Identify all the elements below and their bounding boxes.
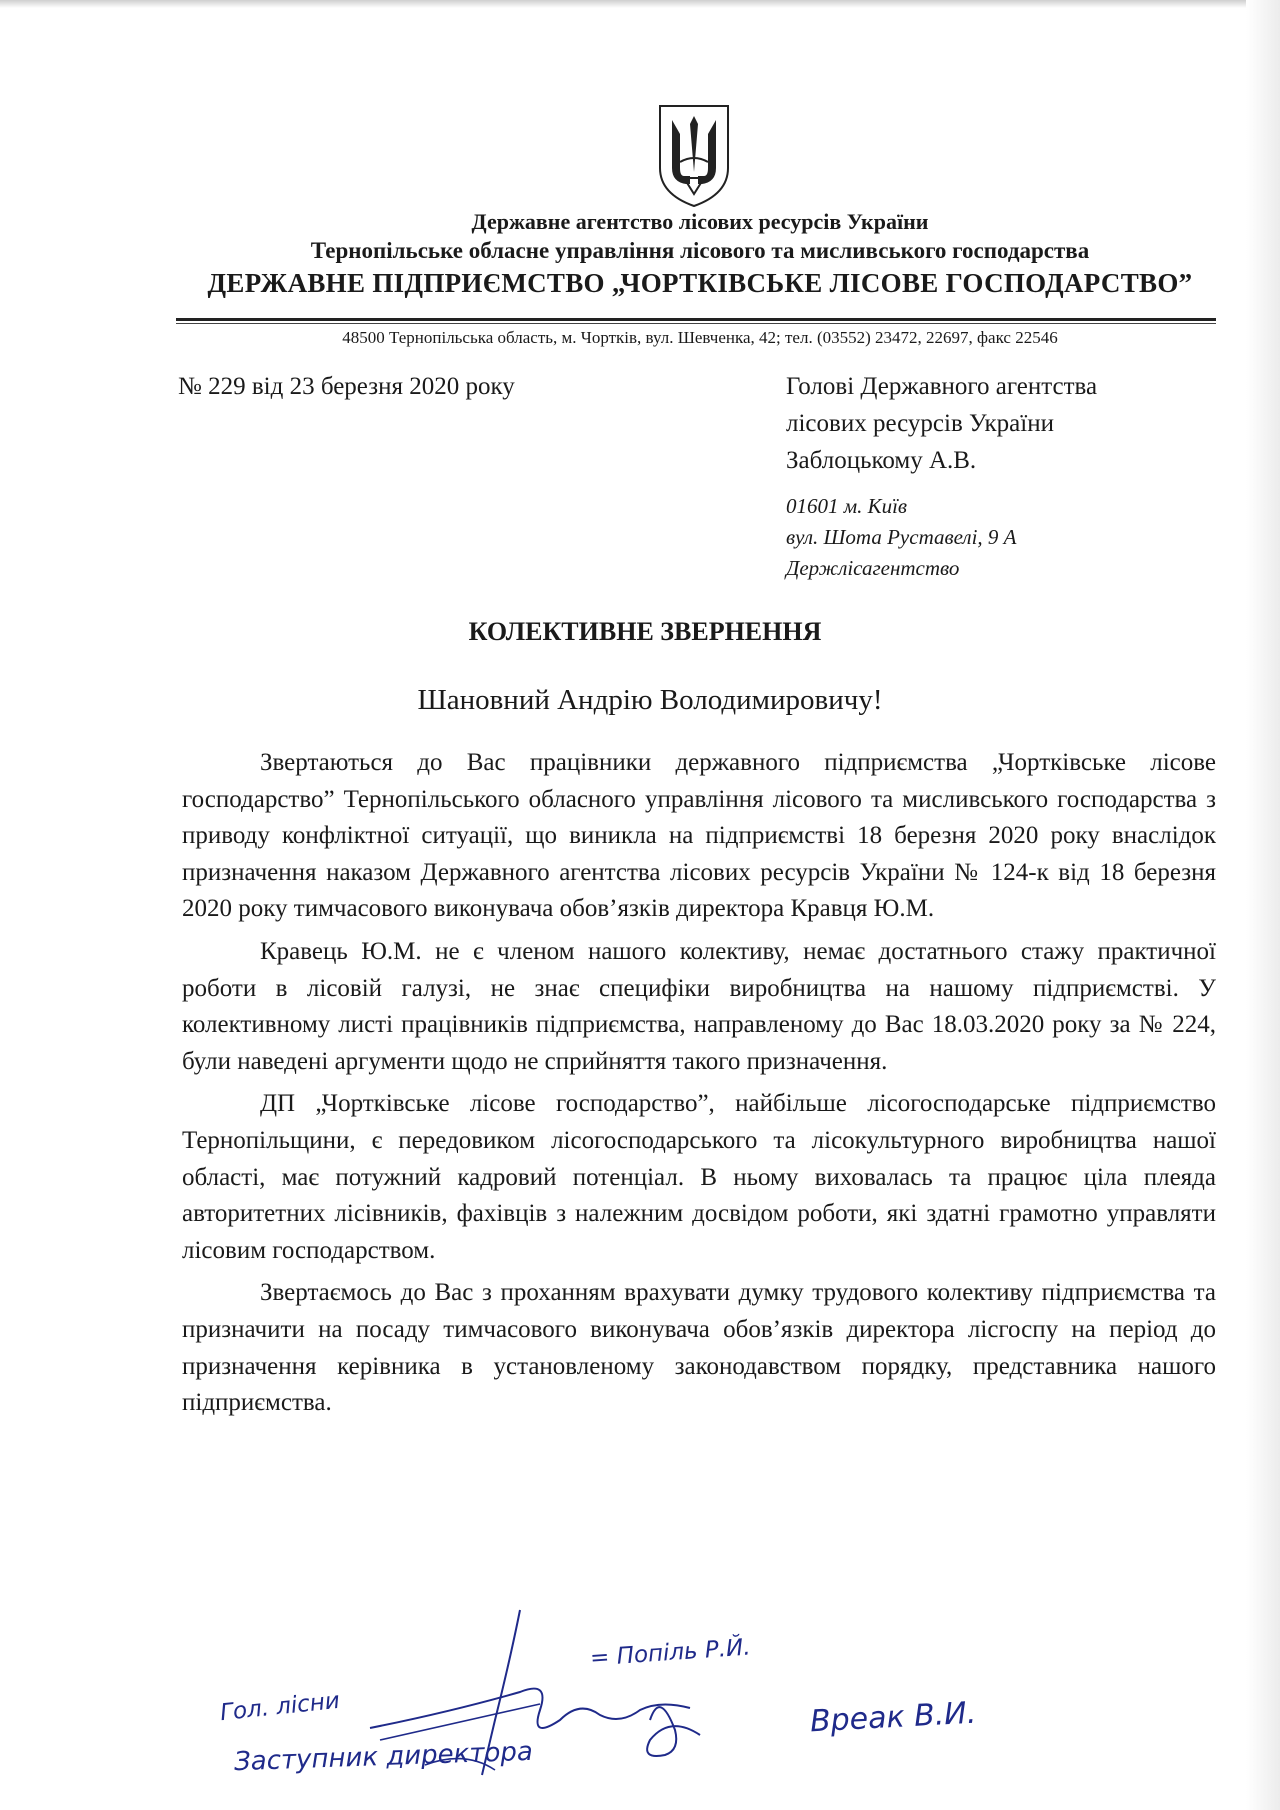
signature-position: Гол. лісни: [218, 1687, 341, 1727]
signature-area: [220, 1600, 1120, 1790]
signature-name: Вреак В.И.: [809, 1695, 978, 1740]
signature-name: = Попіль Р.Й.: [589, 1634, 752, 1672]
letterhead-regional-office: Тернопільське обласне управління лісового та мисливського господарства: [310, 238, 1090, 263]
letterhead-divider-thin: [176, 323, 1216, 324]
letter-body: [182, 745, 1216, 1428]
body-paragraph: Звертаємось до Вас з проханням врахувати думку трудового колективу підприємства та призначити на посаду тимчасового виконувача обов’язків директора лісгоспу на період до призначення керівника в установленому законодавством порядку, представника нашого підприємства.: [182, 1279, 1216, 1417]
body-paragraph: Кравець Ю.М. не є членом нашого колективу, немає достатнього стажу практичної роботи в лісовій галузі, не знає специфіки виробництва на нашому підприємстві. У колективному листі працівників підприємства, направленому до Вас 18.03.2020 року за № 224, були наведені аргументи щодо не сприйняття такого призначення.: [182, 937, 1216, 1075]
letterhead-divider: [176, 318, 1216, 321]
body-paragraph: Звертаються до Вас працівники державного підприємства „Чортківське лісове господарство” Тернопільського обласного управління лісового та мисливського господарства з приводу конфліктної ситуації, що виникла на підприємстві 18 березня 2020 року внаслідок призначення наказом Державного агентства лісових ресурсів України № 124-к від 18 березня 2020 року тимчасового виконувача обов’язків директора Кравця Ю.М.: [182, 749, 1216, 923]
recipient-address-line: Держлісагентство: [786, 556, 960, 580]
salutation: Шановний Андрію Володимировичу!: [417, 684, 883, 716]
recipient-line: Заблоцькому А.В.: [786, 447, 977, 474]
recipient-line: Голові Державного агентства: [786, 373, 1098, 400]
recipient-address-line: 01601 м. Київ: [786, 494, 908, 518]
scan-edge-top: [0, 0, 1280, 8]
letterhead-agency: Державне агентство лісових ресурсів України: [471, 209, 929, 234]
letterhead-address: 48500 Тернопільська область, м. Чортків, вул. Шевченка, 42; тел. (03552) 23472, 22697, факс 22546: [342, 328, 1058, 347]
trident-icon: [654, 102, 734, 210]
letterhead-enterprise: ДЕРЖАВНЕ ПІДПРИЄМСТВО „ЧОРТКІВСЬКЕ ЛІСОВЕ ГОСПОДАРСТВО”: [207, 268, 1193, 298]
document-title: КОЛЕКТИВНЕ ЗВЕРНЕННЯ: [468, 617, 822, 646]
recipient-address-line: вул. Шота Руставелі, 9 А: [786, 525, 1017, 549]
document-reference: № 229 від 23 березня 2020 року: [178, 373, 515, 400]
body-paragraph: ДП „Чортківське лісове господарство”, найбільше лісогосподарське підприємство Тернопільщини, є передовиком лісогосподарського та лісокультурного виробництва нашої області, має потужний кадровий потенціал. В ньому виховалась та працює ціла плеяда авторитетних лісівників, фахівців з належним досвідом роботи, які здатні грамотно управляти лісовим господарством.: [182, 1090, 1216, 1264]
recipient-line: лісових ресурсів України: [786, 410, 1054, 437]
recipient-block: [786, 368, 1097, 479]
signature-position: Заступник директора: [233, 1736, 534, 1778]
recipient-address: [786, 491, 1016, 584]
